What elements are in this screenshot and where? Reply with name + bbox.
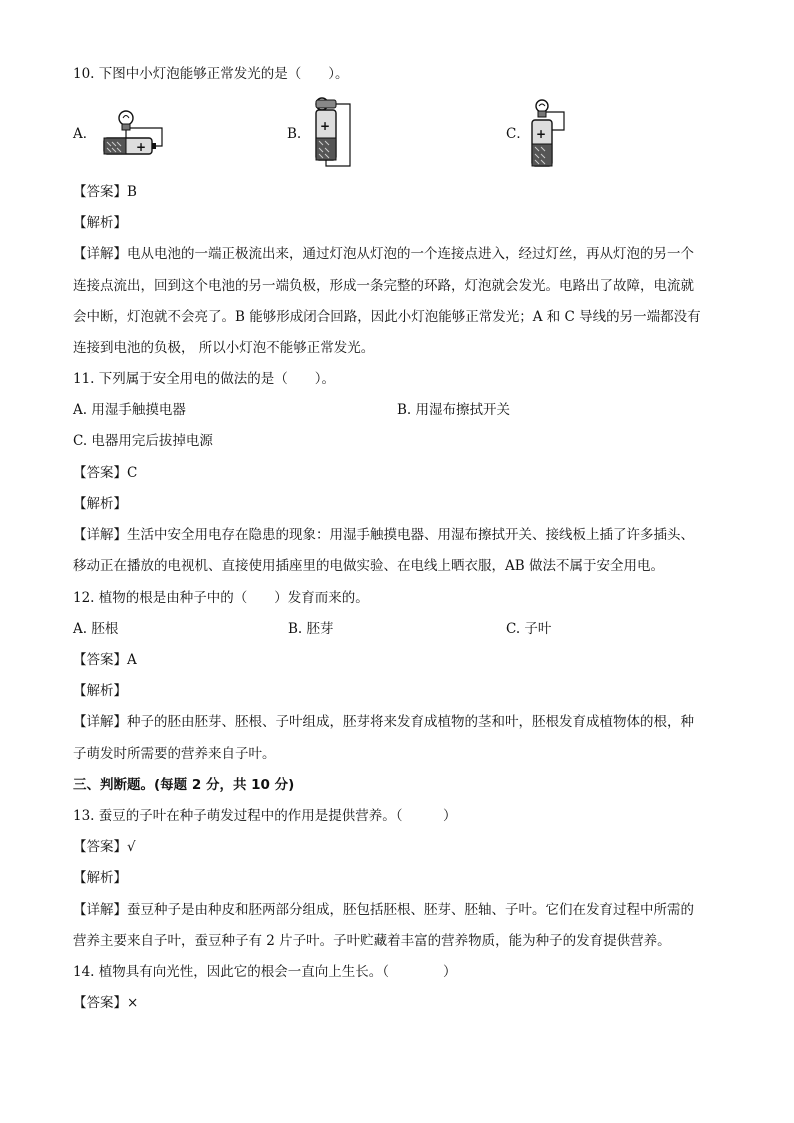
q10-stem: 10. 下图中小灯泡能够正常发光的是（ ）。	[73, 66, 349, 82]
q10-detail-line-3: 会中断，灯泡就不会亮了。B 能够形成闭合回路，因此小灯泡能够正常发光；A 和 C 导线的另一端都没有	[73, 309, 701, 325]
q11-analysis	[73, 494, 127, 514]
q13-detail-line-2: 营养主要来自子叶，蚕豆种子有 2 片子叶。子叶贮藏着丰富的营养物质，能为种子的发育提供营养。	[73, 933, 671, 949]
circuit-figure-a	[98, 104, 166, 160]
q10-detail-line-2: 连接点流出，回到这个电池的另一端负极，形成一条完整的环路，灯泡就会发光。电路出了故障，电流就	[73, 278, 694, 294]
q13-stem: 13. 蚕豆的子叶在种子萌发过程中的作用是提供营养。（ ）	[73, 808, 457, 824]
q10-option-c-label: C．	[506, 126, 530, 142]
detail-tag: 【详解】	[73, 902, 127, 918]
q14-stem: 14. 植物具有向光性，因此它的根会一直向上生长。（ ）	[73, 964, 457, 980]
q11-stem: 11. 下列属于安全用电的做法的是（ ）。	[73, 371, 336, 387]
answer-value: A	[127, 652, 137, 668]
detail-text: 蚕豆种子是由种皮和胚两部分组成，胚包括胚根、胚芽、胚轴、子叶。它们在发育过程中所需的	[127, 902, 694, 918]
analysis-tag: 【解析】	[73, 870, 127, 886]
q12-answer	[73, 650, 137, 670]
analysis-tag: 【解析】	[73, 215, 127, 231]
q13-answer	[73, 837, 136, 857]
q11-option-b: B. 用湿布擦拭开关	[397, 402, 511, 418]
answer-tag: 【答案】	[73, 465, 127, 481]
q13-detail-line-1	[73, 900, 694, 920]
analysis-tag: 【解析】	[73, 496, 127, 512]
q11-detail-line-1	[73, 525, 694, 545]
q10-detail-line-1	[73, 244, 694, 264]
q11-option-a: A. 用湿手触摸电器	[73, 402, 186, 418]
q12-analysis	[73, 681, 127, 701]
q10-option-b-label: B.	[287, 126, 302, 142]
circuit-figure-b	[306, 94, 358, 170]
answer-value: C	[127, 465, 138, 481]
q12-detail-line-1	[73, 712, 694, 732]
answer-value: √	[127, 839, 136, 855]
svg-text:+: +	[320, 119, 331, 133]
detail-tag: 【详解】	[73, 527, 127, 543]
q10-answer	[73, 182, 137, 202]
q13-analysis	[73, 868, 127, 888]
detail-text: 生活中安全用电存在隐患的现象：用湿手触摸电器、用湿布擦拭开关、接线板上插了许多插头、	[127, 527, 694, 543]
detail-text: 种子的胚由胚芽、胚根、子叶组成，胚芽将来发育成植物的茎和叶，胚根发育成植物体的根，种	[127, 714, 694, 730]
answer-value: B	[127, 184, 137, 200]
q12-option-a: A. 胚根	[73, 621, 119, 637]
answer-tag: 【答案】	[73, 184, 127, 200]
q11-detail-line-2: 移动正在播放的电视机、直接使用插座里的电做实验、在电线上晒衣服，AB 做法不属于安全用电。	[73, 558, 664, 574]
detail-tag: 【详解】	[73, 714, 127, 730]
svg-text:+: +	[536, 127, 547, 141]
answer-tag: 【答案】	[73, 652, 127, 668]
detail-tag: 【详解】	[73, 246, 127, 262]
q12-option-b: B. 胚芽	[288, 621, 334, 637]
svg-text:+: +	[136, 140, 147, 154]
q11-option-c: C. 电器用完后拔掉电源	[73, 433, 213, 449]
answer-tag: 【答案】	[73, 839, 127, 855]
section-title: 三、判断题。(每题 2 分，共 10 分)	[73, 777, 295, 793]
q10-detail-line-4: 连接到电池的负极， 所以小灯泡不能够正常发光。	[73, 340, 375, 356]
answer-tag: 【答案】	[73, 995, 127, 1011]
q12-stem: 12. 植物的根是由种子中的（ ）发育而来的。	[73, 590, 369, 606]
detail-text: 电从电池的一端正极流出来，通过灯泡从灯泡的一个连接点进入，经过灯丝，再从灯泡的另一个	[127, 246, 694, 262]
analysis-tag: 【解析】	[73, 683, 127, 699]
q10-option-a-label: A．	[73, 126, 97, 142]
circuit-figure-c	[526, 96, 572, 172]
answer-value: ×	[127, 995, 139, 1011]
q12-detail-line-2: 子萌发时所需要的营养来自子叶。	[73, 746, 276, 762]
q10-analysis	[73, 213, 127, 233]
q12-option-c: C. 子叶	[506, 621, 552, 637]
q11-answer	[73, 463, 137, 483]
q14-answer	[73, 993, 138, 1013]
